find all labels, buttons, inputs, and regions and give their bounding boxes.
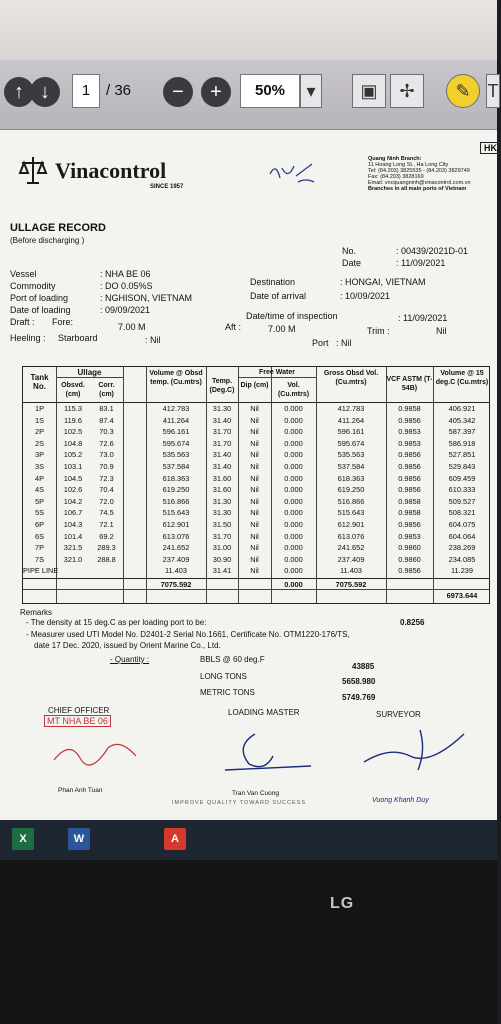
table-cell: 115.3 [64, 404, 82, 413]
table-cell: 31.30 [212, 508, 232, 518]
ullage-table [22, 366, 490, 604]
fit-width-icon[interactable]: ✢ [390, 74, 424, 108]
table-cell: 412.783 [337, 404, 365, 413]
table-cell: 104.3 [63, 520, 83, 529]
trim-value: Nil [436, 326, 447, 336]
table-cell: 31.70 [212, 427, 232, 437]
date-of-loading-value: : 09/09/2021 [100, 305, 151, 315]
table-cell: 234.085 [448, 554, 476, 564]
loading-master-name: Tran Van Cuong [232, 790, 279, 797]
comment-icon[interactable]: ✎ [446, 74, 480, 108]
long-tons-label: LONG TONS [200, 672, 247, 681]
no-label: No. [342, 246, 357, 256]
header-volume-obsd: Volume @ Obsd temp. (Cu.mtrs) [149, 370, 203, 386]
table-cell: 11.239 [450, 566, 474, 576]
table-cell: PIPE LINE [23, 566, 59, 576]
table-cell: 604.075 [448, 520, 476, 529]
table-cell: 0.9856 [398, 415, 421, 425]
draft-label: Draft : [10, 317, 35, 327]
table-cell: 535.563 [337, 450, 365, 460]
metric-tons-label: METRIC TONS [200, 688, 255, 697]
remarks-density: - The density at 15 deg.C as per loading port to be: [26, 618, 207, 627]
table-cell: 70.3 [99, 427, 114, 437]
table-cell: 74.5 [99, 508, 114, 518]
table-cell: 106.7 [63, 508, 83, 518]
no-value: : 00439/2021D-01 [396, 246, 469, 256]
table-cell: 5S [34, 508, 45, 518]
loading-master-signature-icon [215, 726, 315, 776]
header-free-water: Free Water [259, 369, 295, 376]
table-cell: 70.9 [99, 462, 114, 471]
table-cell: 619.250 [162, 485, 190, 495]
header-vcf: VCF ASTM (T-54B) [386, 376, 433, 392]
table-cell: 1S [34, 415, 45, 425]
table-cell: 535.563 [162, 450, 190, 460]
chief-officer-label: CHIEF OFFICER [48, 706, 110, 715]
total-volume15: 6973.644 [446, 591, 478, 600]
total-free-water: 0.000 [284, 580, 303, 589]
header-ullage: Ullage [77, 368, 102, 377]
table-cell: 412.783 [162, 404, 190, 413]
table-cell: Nil [250, 554, 259, 564]
table-cell: 0.9858 [398, 404, 421, 413]
table-cell: 6S [34, 531, 45, 541]
table-cell: 31.41 [212, 566, 232, 576]
chief-officer-name: Phan Anh Tuan [58, 787, 103, 794]
table-cell: Nil [250, 531, 259, 541]
table-cell: 0.9853 [398, 427, 421, 437]
zoom-level-field[interactable]: 50% [240, 74, 300, 108]
surveyor-label: SURVEYOR [376, 710, 421, 719]
table-cell: 102.5 [63, 427, 83, 437]
table-cell: 537.584 [162, 462, 190, 471]
fore-label: Fore: [52, 317, 74, 327]
table-cell: 587.397 [448, 427, 476, 437]
table-cell: 321.5 [63, 543, 83, 553]
table-cell: 11.403 [164, 566, 188, 576]
table-cell: 0.000 [284, 554, 303, 564]
port-label: Port [312, 338, 329, 348]
pdf-toolbar [0, 60, 497, 130]
inspection-value: : 11/09/2021 [398, 313, 448, 323]
table-cell: Nil [250, 427, 259, 437]
table-cell: 618.363 [162, 473, 190, 483]
table-cell: Nil [250, 496, 259, 506]
table-cell: 515.643 [337, 508, 365, 518]
header-corr: Corr. (cm) [98, 382, 115, 398]
table-cell: 619.250 [337, 485, 365, 495]
table-cell: Nil [250, 404, 259, 413]
starboard-value: : Nil [145, 335, 161, 345]
handwritten-initials-icon [268, 160, 318, 186]
table-cell: 101.4 [63, 531, 83, 541]
table-cell: 618.363 [337, 473, 365, 483]
lg-brand-logo: LG [330, 895, 355, 912]
table-cell: 289.3 [97, 543, 116, 553]
branch-address: 11 Hoang Long St., Ha Long City [368, 162, 449, 168]
table-cell: 612.901 [337, 520, 365, 529]
table-cell: 527.851 [448, 450, 476, 460]
port-of-loading-label: Port of loading [10, 293, 69, 303]
table-cell: 11.403 [339, 566, 363, 576]
table-cell: 7S [34, 554, 45, 564]
vessel-label: Vessel [10, 269, 37, 279]
table-cell: 515.643 [162, 508, 190, 518]
metric-tons-value: 5749.769 [342, 693, 376, 702]
table-cell: 2P [34, 427, 45, 437]
date-of-loading-label: Date of loading [10, 305, 71, 315]
branch-email: Email: vncquangninh@vinacontrol.com.vn [368, 180, 471, 186]
table-cell: 586.918 [448, 438, 476, 448]
table-cell: Nil [250, 485, 259, 495]
branch-tel: Tel: (84.203) 3825535 - (84.203) 3829749 [368, 168, 470, 174]
header-gross: Gross Obsd Vol. (Cu.mtrs) [323, 370, 379, 386]
footer-slogan: IMPROVE QUALITY TOWARD SUCCESS [172, 800, 307, 806]
table-cell: 609.459 [448, 473, 476, 483]
table-cell: 102.6 [63, 485, 83, 495]
heeling-label: Heeling : [10, 333, 46, 343]
date-label: Date [342, 258, 362, 268]
table-cell: 0.9860 [398, 543, 421, 553]
table-cell: 3S [34, 462, 45, 471]
table-cell: 103.1 [63, 462, 83, 471]
table-cell: 31.00 [212, 543, 232, 553]
table-cell: 0.000 [284, 473, 303, 483]
company-name: Vinacontrol [55, 158, 167, 183]
table-cell: 3P [34, 450, 45, 460]
aft-label: Aft : [225, 322, 242, 332]
table-cell: 596.161 [337, 427, 365, 437]
table-cell: 31.30 [212, 404, 232, 413]
table-cell: 72.0 [99, 496, 114, 506]
header-obsvd: Obsvd. (cm) [61, 382, 85, 398]
table-cell: 104.8 [63, 438, 83, 448]
table-cell: 0.9856 [398, 450, 421, 460]
table-cell: 0.9856 [398, 520, 421, 529]
table-cell: 613.076 [162, 531, 190, 541]
total-volume: 7075.592 [160, 580, 192, 589]
table-cell: Nil [250, 543, 259, 553]
table-cell: 4P [34, 473, 45, 483]
port-value: : Nil [336, 338, 352, 348]
table-cell: 0.9856 [398, 485, 421, 495]
table-cell: 0.000 [284, 496, 303, 506]
table-cell: Nil [250, 520, 259, 529]
table-cell: 2S [34, 438, 45, 448]
vessel-value: : NHA BE 06 [100, 269, 151, 279]
table-cell: 612.901 [162, 520, 190, 529]
table-cell: 30.90 [212, 554, 232, 564]
table-cell: 0.000 [284, 415, 303, 425]
word-icon[interactable]: W [68, 828, 90, 850]
remarks-issued: date 17 Dec. 2020, issued by Orient Marine Co., Ltd. [34, 641, 221, 650]
table-cell: 411.264 [162, 415, 190, 425]
page-number-input[interactable]: 1 [72, 74, 100, 108]
table-cell: 0.9860 [398, 554, 421, 564]
table-cell: 83.1 [99, 404, 114, 413]
table-cell: 595.674 [162, 438, 190, 448]
table-cell: 516.866 [337, 496, 365, 506]
table-cell: 0.000 [284, 462, 303, 471]
branch-title: Quang Ninh Branch: [368, 156, 422, 162]
table-cell: 72.3 [99, 473, 114, 483]
table-cell: 70.4 [99, 485, 114, 495]
total-gross: 7075.592 [335, 580, 367, 589]
table-cell: 31.70 [212, 438, 232, 448]
table-cell: 321.0 [63, 554, 83, 564]
table-cell: Nil [250, 462, 259, 471]
destination-label: Destination [250, 277, 296, 287]
bbls-value: 43885 [352, 662, 375, 671]
table-cell: Nil [250, 415, 259, 425]
table-cell: 105.2 [63, 450, 83, 460]
header-volume15: Volume @ 15 deg.C (Cu.mtrs) [435, 370, 489, 386]
table-cell: 0.000 [284, 508, 303, 518]
table-cell: 516.866 [162, 496, 190, 506]
table-cell: 237.409 [162, 554, 190, 564]
table-cell: Nil [250, 508, 259, 518]
remarks-measurer: - Measurer used UTI Model No. D2401-2 Serial No.1661, Certificate No. OTM1220-176/TS, [26, 630, 350, 639]
table-cell: 0.000 [284, 450, 303, 460]
surveyor-signature-icon [360, 726, 470, 776]
header-temp: Temp. (Deg.C) [209, 378, 235, 394]
table-cell: 31.40 [212, 450, 232, 460]
table-cell: 595.674 [337, 438, 365, 448]
table-cell: 241.652 [337, 543, 365, 553]
table-cell: 31.40 [212, 462, 232, 471]
table-cell: Nil [250, 473, 259, 483]
table-cell: 238.269 [448, 543, 476, 553]
table-cell: 72.1 [99, 520, 114, 529]
table-cell: 0.000 [284, 404, 303, 413]
record-subtitle: (Before discharging ) [10, 236, 85, 245]
branch-fax: Fax: (84.203) 3828169 [368, 174, 424, 180]
table-cell: 119.6 [64, 415, 82, 425]
acrobat-icon[interactable]: A [164, 828, 186, 850]
table-cell: 31.60 [212, 473, 232, 483]
header-dip: Dip (cm) [240, 382, 269, 389]
chief-officer-signature-icon [50, 730, 140, 770]
fit-page-icon[interactable]: ▣ [352, 74, 386, 108]
table-cell: 0.000 [284, 427, 303, 437]
bbls-label: BBLS @ 60 deg.F [200, 655, 265, 664]
branch-note: Branches in all main ports of Vietnam [368, 186, 467, 192]
table-cell: 69.2 [99, 531, 114, 541]
loading-master-label: LOADING MASTER [228, 708, 300, 717]
table-cell: 73.0 [99, 450, 114, 460]
monitor-bezel [0, 860, 497, 1024]
table-cell: 72.6 [99, 438, 114, 448]
table-cell: Nil [250, 438, 259, 448]
table-cell: 0.9856 [398, 566, 421, 576]
table-cell: 237.409 [337, 554, 365, 564]
fore-value: 7.00 M [118, 322, 146, 332]
long-tons-value: 5658.980 [342, 677, 376, 686]
header-tank: Tank No. [30, 373, 49, 391]
table-cell: 31.50 [212, 520, 232, 529]
quantity-label: - Quantity : [110, 655, 150, 664]
pdf-document-page [0, 130, 497, 820]
table-cell: 1P [34, 404, 45, 413]
page-down-icon[interactable]: ↓ [30, 77, 60, 107]
table-cell: 604.064 [448, 531, 476, 541]
starboard-label: Starboard [58, 333, 98, 343]
window-top-area [0, 0, 497, 60]
table-cell: 0.9856 [398, 473, 421, 483]
table-cell: 0.000 [284, 543, 303, 553]
table-cell: 288.8 [97, 554, 116, 564]
table-cell: 610.333 [448, 485, 476, 495]
table-cell: 529.843 [448, 462, 476, 471]
table-cell: 87.4 [99, 415, 114, 425]
table-cell: 0.9853 [398, 531, 421, 541]
table-cell: 6P [34, 520, 45, 529]
table-cell: 411.264 [337, 415, 365, 425]
table-cell: 0.9858 [398, 508, 421, 518]
density-value: 0.8256 [400, 618, 425, 627]
table-cell: 104.5 [63, 473, 83, 483]
company-since: SINCE 1957 [150, 184, 184, 190]
date-of-arrival-value: : 10/09/2021 [340, 291, 391, 301]
page-up-icon[interactable]: ↑ [4, 77, 34, 107]
table-cell: 509.527 [448, 496, 476, 506]
table-cell: 0.000 [284, 566, 303, 576]
zoom-out-icon[interactable]: − [163, 77, 193, 107]
table-cell: 0.000 [284, 438, 303, 448]
date-value: : 11/09/2021 [396, 258, 446, 268]
port-of-loading-value: : NGHISON, VIETNAM [100, 293, 193, 303]
commodity-label: Commodity [10, 281, 56, 291]
table-cell: 31.70 [212, 531, 232, 541]
table-cell: 596.161 [162, 427, 190, 437]
table-cell: 31.60 [212, 485, 232, 495]
table-cell: 31.40 [212, 415, 232, 425]
remarks-label: Remarks [20, 608, 53, 617]
table-cell: 104.2 [63, 496, 83, 506]
surveyor-name: Vuong Khanh Duy [372, 797, 429, 804]
table-cell: Nil [250, 450, 259, 460]
table-cell: Nil [250, 566, 259, 576]
table-cell: 5P [34, 496, 45, 506]
hk-badge: HK [480, 142, 501, 154]
aft-value: 7.00 M [268, 324, 296, 334]
zoom-in-icon[interactable]: + [201, 77, 231, 107]
inspection-label: Date/time of inspection [246, 311, 338, 321]
table-cell: 241.652 [162, 543, 190, 553]
table-cell: 537.584 [337, 462, 365, 471]
table-cell: 0.000 [284, 485, 303, 495]
zoom-dropdown-icon[interactable]: ▾ [300, 74, 322, 108]
table-cell: 31.30 [212, 496, 232, 506]
ship-stamp: MT NHA BE 06 [44, 715, 111, 727]
table-cell: 4S [34, 485, 45, 495]
date-of-arrival-label: Date of arrival [250, 291, 307, 301]
tools-icon[interactable]: T [486, 74, 500, 108]
destination-value: : HONGAI, VIETNAM [340, 277, 426, 287]
table-cell: 0.000 [284, 531, 303, 541]
table-cell: 0.9856 [398, 462, 421, 471]
table-cell: 7P [34, 543, 45, 553]
commodity-value: : DO 0.05%S [100, 281, 153, 291]
table-cell: 508.321 [448, 508, 476, 518]
table-cell: 0.000 [284, 520, 303, 529]
excel-icon[interactable]: X [12, 828, 34, 850]
trim-label: Trim : [367, 326, 390, 336]
page-total-label: / 36 [106, 82, 132, 99]
record-title: ULLAGE RECORD [10, 222, 106, 234]
table-cell: 613.076 [337, 531, 365, 541]
table-cell: 0.9853 [398, 438, 421, 448]
table-cell: 0.9858 [398, 496, 421, 506]
table-cell: 406.921 [448, 404, 476, 413]
table-cell: 405.342 [448, 415, 476, 425]
taskbar [0, 820, 497, 860]
header-vol: Vol. (Cu.mtrs) [277, 382, 310, 398]
vinacontrol-logo-icon [18, 155, 48, 185]
